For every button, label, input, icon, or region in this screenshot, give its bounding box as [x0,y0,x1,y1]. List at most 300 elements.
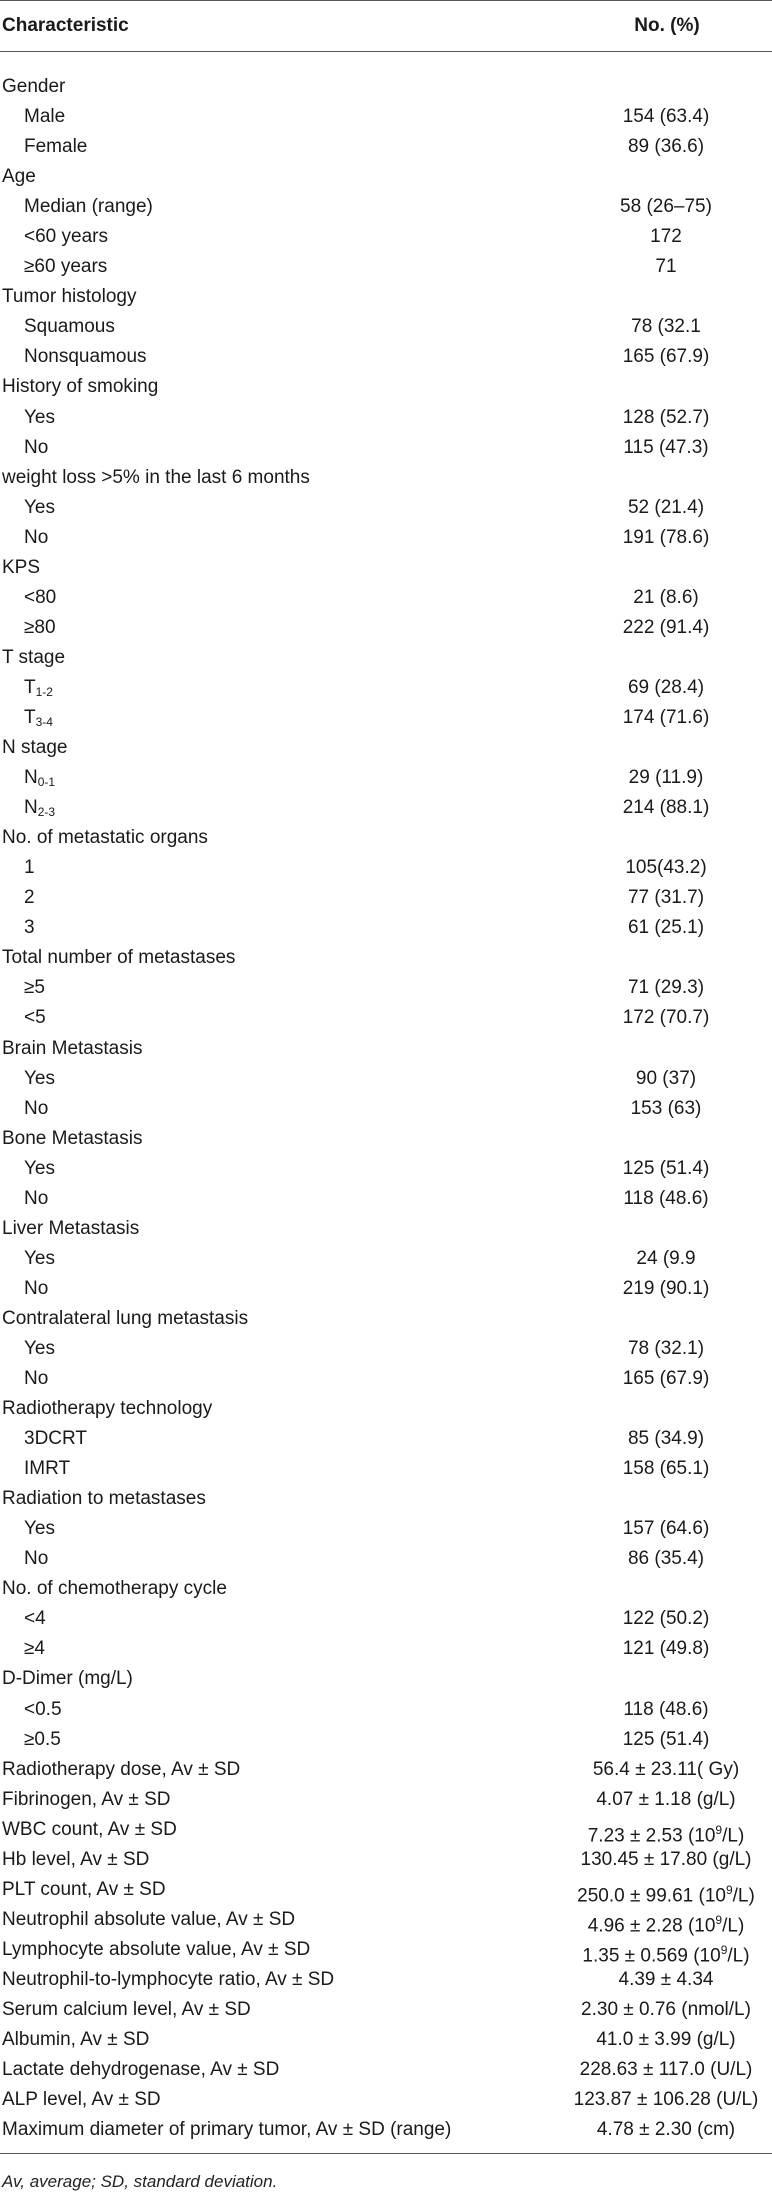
table-subrow [0,192,772,222]
row-label-text: ≥80 [24,616,56,638]
row-label [0,553,560,583]
row-label-text: T [24,706,36,728]
row-value-text: 4.07 ± 1.18 (g/L) [596,1788,736,1810]
row-value [560,913,772,943]
table-subrow [0,763,772,793]
table-subrow [0,1244,772,1274]
table-subrow [0,1154,772,1184]
row-label [0,372,560,402]
row-value-text: 90 (37) [635,1067,697,1089]
row-value-text: 4.78 ± 2.30 (cm) [596,2119,736,2141]
row-value [560,733,772,763]
row-value [560,1935,772,1965]
row-label [0,1664,560,1694]
row-label [0,1304,560,1334]
row-value [560,1815,772,1845]
row-label-subscript: 1-2 [35,684,53,699]
row-value-text: 172 (70.7) [622,1007,710,1029]
row-value [560,673,772,703]
row-label [0,1124,560,1154]
row-value-tail: /L) [722,1915,745,1937]
row-label-text: Yes [24,1067,55,1089]
row-label-text: Total number of metastases [2,947,236,969]
row-value-text: 77 (31.7) [627,887,705,909]
row-value [560,823,772,853]
row-label [0,342,560,372]
row-value [560,1454,772,1484]
row-value-text: 78 (32.1 [631,316,701,338]
row-value [560,1905,772,1935]
row-label-text: Maximum diameter of primary tumor, Av ± SD (range) [2,2119,452,2141]
table-row [0,943,772,973]
row-label-text: Female [24,136,88,158]
table-subrow [0,1334,772,1364]
row-label [0,463,560,493]
row-label [0,1845,560,1875]
row-value [560,2055,772,2085]
row-value-text: 165 (67.9) [622,1368,710,1390]
row-value [560,1875,772,1905]
row-value [560,132,772,162]
row-value [560,222,772,252]
table-row [0,1845,772,1875]
row-label-text: Neutrophil-to-lymphocyte ratio, Av ± SD [2,1968,335,1990]
table-row [0,1574,772,1604]
table-row [0,1875,772,1905]
row-label-text: No [24,1548,49,1570]
row-value-text: 71 (29.3) [627,977,705,999]
row-value [560,943,772,973]
row-value-text: 118 (48.6) [623,1187,709,1209]
row-label [0,1574,560,1604]
table-row [0,1995,772,2025]
table-header [0,0,772,52]
row-value [560,1695,772,1725]
table-row [0,553,772,583]
row-label-text: N [24,797,38,819]
row-value [560,2025,772,2055]
row-value-text: 4.39 ± 4.34 [618,1968,714,1990]
row-label [0,102,560,132]
row-label-text: Yes [24,1518,55,1540]
row-label-text: IMRT [24,1458,71,1480]
table-row [0,1484,772,1514]
row-label [0,2085,560,2115]
row-label [0,1064,560,1094]
table-row [0,372,772,402]
row-label-text: Median (range) [24,196,153,218]
table-row [0,733,772,763]
row-label-text: Lymphocyte absolute value, Av ± SD [2,1938,311,1960]
row-value-text: 4.96 ± 2.28 (10 [587,1915,716,1937]
row-label [0,1424,560,1454]
row-label-text: 3DCRT [24,1428,87,1450]
row-label [0,2055,560,2085]
table-row [0,1815,772,1845]
table-subrow [0,703,772,733]
row-label-text: Bone Metastasis [2,1127,143,1149]
table-subrow [0,1064,772,1094]
row-value-text: 105(43.2) [625,857,707,879]
table-subrow [0,883,772,913]
row-value [560,793,772,823]
row-label-text: Yes [24,1157,55,1179]
row-label [0,493,560,523]
table-row [0,643,772,673]
row-label [0,1364,560,1394]
row-label [0,1034,560,1064]
row-label [0,1184,560,1214]
table-subrow [0,1454,772,1484]
row-value-text: 24 (9.9 [636,1247,696,1269]
row-label [0,1965,560,1995]
row-label-text: 2 [24,887,35,909]
row-label [0,973,560,1003]
row-value [560,1845,772,1875]
row-label-text: T stage [2,646,66,668]
row-value [560,1725,772,1755]
row-value-text: 125 (51.4) [622,1728,710,1750]
row-value [560,162,772,192]
row-value-text: 115 (47.3) [623,436,709,458]
row-value-text: 174 (71.6) [622,706,710,728]
row-value [560,2085,772,2115]
row-label [0,403,560,433]
row-label [0,1785,560,1815]
table-row [0,1965,772,1995]
row-label [0,222,560,252]
row-value-text: 58 (26–75) [620,196,712,218]
row-label [0,763,560,793]
row-value [560,463,772,493]
row-label-text: Brain Metastasis [2,1037,143,1059]
row-label [0,1454,560,1484]
row-label-text: Contralateral lung metastasis [2,1307,249,1329]
table-subrow [0,613,772,643]
row-value-text: 128 (52.7) [622,406,710,428]
row-label [0,1244,560,1274]
row-label [0,282,560,312]
row-label [0,1725,560,1755]
row-value-text: 41.0 ± 3.99 (g/L) [596,2029,736,2051]
row-label-text: Squamous [24,316,115,338]
row-value [560,252,772,282]
row-value-text: 86 (35.4) [627,1548,705,1570]
table-row [0,1785,772,1815]
row-label-text: N stage [2,737,68,759]
row-value [560,973,772,1003]
row-value-text: 2.30 ± 0.76 (nmol/L) [581,1999,751,2020]
row-label [0,943,560,973]
row-label [0,643,560,673]
row-label-text: <0.5 [24,1698,62,1720]
table-row [0,2055,772,2085]
row-label-text: Fibrinogen, Av ± SD [2,1788,171,1810]
row-value-text: 118 (48.6) [623,1698,709,1720]
row-value [560,1785,772,1815]
row-label [0,1875,560,1905]
row-value-text: 219 (90.1) [622,1277,710,1299]
row-value-text: 89 (36.6) [627,136,705,158]
table-subrow [0,1514,772,1544]
row-label-text: No [24,1368,49,1390]
row-value-text: 165 (67.9) [622,346,710,368]
row-value-text: 153 (63) [630,1097,702,1119]
row-label [0,1995,560,2025]
table-subrow [0,1725,772,1755]
table-subrow [0,132,772,162]
row-label [0,523,560,553]
table-row [0,1034,772,1064]
row-value-text: 21 (8.6) [633,586,699,608]
row-label [0,1003,560,1033]
row-label-text: Lactate dehydrogenase, Av ± SD [2,2059,280,2081]
table-subrow [0,1424,772,1454]
row-label [0,252,560,282]
table-subrow [0,673,772,703]
table-subrow [0,1604,772,1634]
row-label-text: ≥0.5 [24,1728,61,1750]
row-label [0,1214,560,1244]
table-subrow [0,583,772,613]
header-value: No. (%) [634,15,700,36]
row-label [0,853,560,883]
row-value-text: 214 (88.1) [622,797,710,819]
table-row [0,72,772,102]
table-subrow [0,1364,772,1394]
header-characteristic: Characteristic [2,15,129,36]
row-label [0,2025,560,2055]
row-label-subscript: 3-4 [35,714,53,729]
row-label-text: Liver Metastasis [2,1217,140,1239]
row-value-text: 122 (50.2) [622,1608,710,1630]
table-subrow [0,222,772,252]
row-value-text: 250.0 ± 99.61 (10 [577,1885,726,1907]
row-value-text: 69 (28.4) [627,676,705,698]
row-label-text: 1 [24,857,35,879]
row-value-text: 71 [655,256,677,278]
row-value-superscript: 9 [725,1882,733,1897]
row-value [560,1394,772,1424]
row-value-tail: /L) [727,1945,750,1967]
row-label-text: History of smoking [2,376,159,398]
row-label-text: Tumor histology [2,286,137,308]
table-footnote: Av, average; SD, standard deviation. [2,2172,278,2192]
row-label-text: Age [2,166,36,188]
table-subrow [0,1184,772,1214]
row-value-text: 78 (32.1) [627,1337,705,1359]
row-value-text: 158 (65.1) [622,1458,710,1480]
row-label-text: No [24,526,49,548]
table-bottom-rule [0,2153,772,2154]
row-value [560,613,772,643]
row-value [560,1094,772,1124]
row-label-text: T [24,676,36,698]
row-label [0,1334,560,1364]
row-value [560,763,772,793]
row-value [560,72,772,102]
row-label-text: PLT count, Av ± SD [2,1878,166,1900]
row-label-text: <5 [24,1007,46,1029]
table-subrow [0,1544,772,1574]
row-value [560,342,772,372]
row-value [560,1604,772,1634]
table-row [0,1304,772,1334]
row-value [560,493,772,523]
row-value [560,2115,772,2145]
table-row [0,1124,772,1154]
row-value [560,1064,772,1094]
row-label [0,1905,560,1935]
row-label-text: ALP level, Av ± SD [2,2089,161,2111]
row-label-text: <80 [24,586,57,608]
row-label [0,673,560,703]
row-label [0,1394,560,1424]
row-label-text: N [24,767,38,789]
row-label [0,433,560,463]
row-label [0,703,560,733]
row-value [560,1364,772,1394]
row-label [0,132,560,162]
row-label [0,613,560,643]
row-value [560,1544,772,1574]
row-label-text: No [24,1097,49,1119]
row-value-text: 172 [650,226,682,248]
row-value-text: 222 (91.4) [622,616,710,638]
row-label-text: Male [24,106,66,128]
row-label [0,72,560,102]
row-value [560,433,772,463]
row-value [560,1003,772,1033]
row-label-text: Gender [2,76,66,97]
row-label [0,162,560,192]
row-value [560,312,772,342]
row-label-text: Yes [24,496,55,518]
table-subrow [0,1094,772,1124]
row-value [560,643,772,673]
row-value-text: 157 (64.6) [622,1518,710,1540]
row-value [560,703,772,733]
row-value-text: 191 (78.6) [622,526,710,548]
table-subrow [0,523,772,553]
row-label-text: Neutrophil absolute value, Av ± SD [2,1908,296,1930]
row-label [0,823,560,853]
row-value [560,1034,772,1064]
row-label-text: Nonsquamous [24,346,147,368]
row-label [0,1935,560,1965]
table-subrow [0,853,772,883]
table-subrow [0,973,772,1003]
row-value-text: 56.4 ± 23.11( Gy) [592,1758,740,1780]
row-value [560,1755,772,1785]
row-value [560,1214,772,1244]
row-value [560,1334,772,1364]
row-value [560,1484,772,1514]
table-row [0,162,772,192]
table-row [0,1664,772,1694]
row-value-text: 123.87 ± 106.28 (U/L) [573,2089,759,2111]
row-label-text: Yes [24,1337,55,1359]
row-label-text: Radiotherapy dose, Av ± SD [2,1758,241,1780]
row-label-subscript: 0-1 [37,775,56,790]
table-subrow [0,493,772,523]
row-value-superscript: 9 [715,1912,723,1927]
table-row [0,282,772,312]
table-subrow [0,252,772,282]
row-label [0,1604,560,1634]
row-label-text: No [24,436,49,458]
row-label [0,1755,560,1785]
table-row [0,463,772,493]
row-label [0,1634,560,1664]
row-label-text: KPS [2,556,41,578]
row-label-text: weight loss >5% in the last 6 months [2,466,310,488]
row-label [0,793,560,823]
row-value [560,1514,772,1544]
table-subrow [0,312,772,342]
row-label-text: D-Dimer (mg/L) [2,1668,133,1690]
row-label [0,1514,560,1544]
row-label-text: No [24,1277,49,1299]
row-label-text: Radiotherapy technology [2,1398,213,1420]
row-value-tail: /L) [722,1825,745,1847]
row-label [0,1815,560,1845]
table-subrow [0,342,772,372]
row-label [0,312,560,342]
row-value [560,102,772,132]
table-subrow [0,433,772,463]
table-subrow [0,1695,772,1725]
row-label [0,913,560,943]
table-subrow [0,1634,772,1664]
row-value [560,853,772,883]
row-value [560,1664,772,1694]
row-label [0,2115,560,2145]
table-row [0,2025,772,2055]
row-label-text: Yes [24,1247,55,1269]
row-label-text: Yes [24,406,55,428]
row-value-tail: /L) [732,1885,755,1907]
row-value-text: 7.23 ± 2.53 (10 [587,1825,716,1847]
row-value-text: 1.35 ± 0.569 (10 [582,1945,721,1967]
row-label-text: 3 [24,917,35,939]
row-value [560,1995,772,2025]
row-label-text: <60 years [24,226,108,248]
row-value-text: 154 (63.4) [622,106,710,128]
table-row [0,1755,772,1785]
row-label [0,583,560,613]
table-subrow [0,102,772,132]
row-value [560,1424,772,1454]
row-value [560,523,772,553]
row-label-text: Hb level, Av ± SD [2,1848,150,1870]
table-row [0,1935,772,1965]
row-value [560,192,772,222]
row-value [560,583,772,613]
row-label-text: Radiation to metastases [2,1488,206,1510]
row-value [560,403,772,433]
row-value [560,1634,772,1664]
row-value-text: 125 (51.4) [622,1157,710,1179]
row-label-text: ≥60 years [24,256,108,278]
row-label-text: <4 [24,1608,46,1630]
table-body [0,72,772,2145]
table-subrow [0,913,772,943]
row-value [560,1184,772,1214]
row-label-text: No [24,1187,49,1209]
row-value [560,883,772,913]
row-value [560,1965,772,1995]
